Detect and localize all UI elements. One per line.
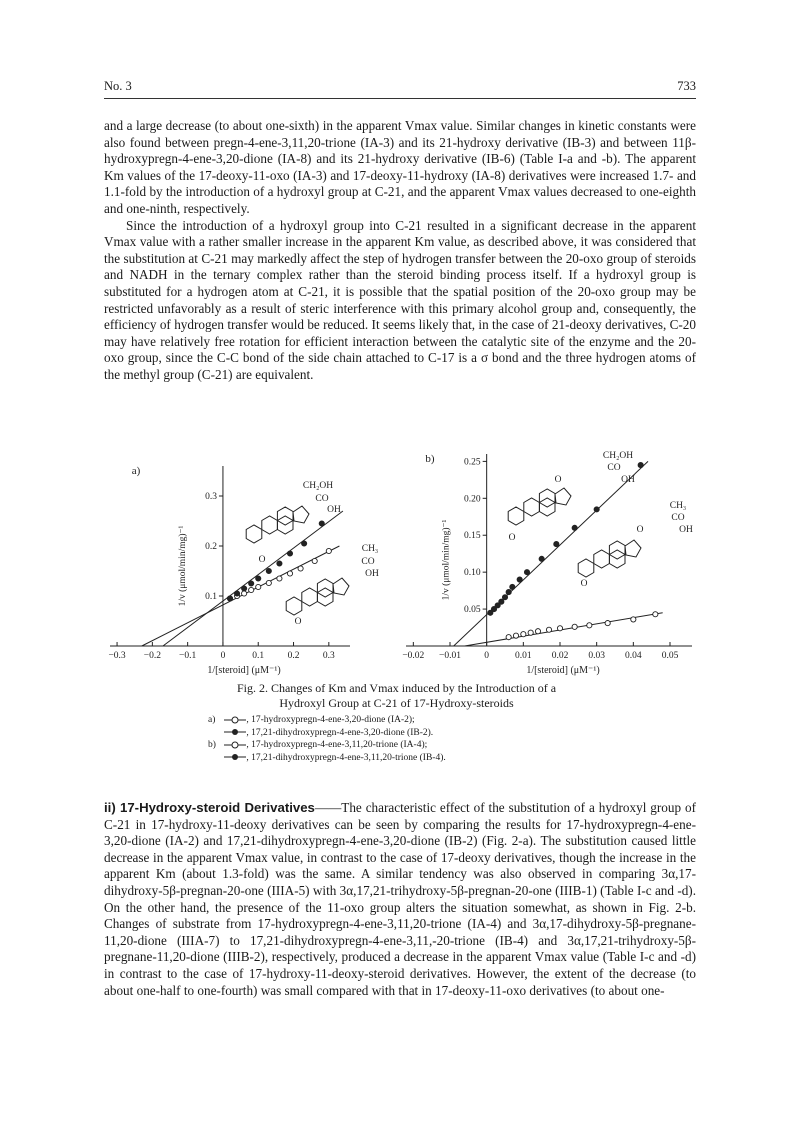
data-point-IB-4 xyxy=(517,577,522,582)
section-ii xyxy=(104,800,696,999)
structure-label: CH₃ xyxy=(669,501,687,511)
structure-label: O xyxy=(294,617,302,627)
data-point-IA-2 xyxy=(326,548,331,553)
data-point-IB-4 xyxy=(554,541,559,546)
y-axis-label: 1/v (μmol/min/mg)⁻¹ xyxy=(177,525,188,607)
x-tick-label: 0 xyxy=(484,651,490,661)
x-tick-label: −0.3 xyxy=(108,651,126,661)
ring xyxy=(508,507,524,525)
data-point-IA-4 xyxy=(521,632,526,637)
x-tick-label: 0.2 xyxy=(287,651,300,661)
paragraph-1: and a large decrease (to about one-sixth) in the apparent Vmax value. Similar changes in kinetic constants were also found between pregn-4-ene-3,11,20-trione (IA-3) and its 21-hydroxy derivative (IB-3) and between 11β-hydroxypregn-4-ene-3,20-dione (IA-8) and its 21-hydroxy derivative (IB-6) (Table I-a and -b). The apparent Km values of the 17-deoxy-11-oxo (IA-3) and 17-deoxy-11-hydroxy (IA-8) derivatives were increased 1.7- and 1.1-fold by the introduction of a hydroxyl group at C-21, and the apparent Vmax values decreased to one-eighth and one-ninth, respectively. xyxy=(104,118,696,216)
open-circle-marker-icon xyxy=(224,740,246,750)
x-tick-label: 0 xyxy=(220,651,226,661)
structure-label: CH₂OH xyxy=(602,451,634,461)
ring xyxy=(246,525,262,543)
data-point-IB-4 xyxy=(638,462,643,467)
structure-label: O xyxy=(580,579,588,589)
data-point-IB-2 xyxy=(302,541,307,546)
structure-label: OH xyxy=(327,505,341,515)
data-point-IB-2 xyxy=(287,551,292,556)
data-point-IB-4 xyxy=(539,556,544,561)
caption-line-1: Fig. 2. Changes of Km and Vmax induced by the Introduction of a xyxy=(236,681,557,695)
data-point-IB-2 xyxy=(227,596,232,601)
data-point-IA-4 xyxy=(557,626,562,631)
legend-text: 17-hydroxypregn-4-ene-3,20-dione (IA-2); xyxy=(251,715,415,725)
y-tick-label: 0.3 xyxy=(205,492,217,502)
legend-text: 17,21-dihydroxypregn-4-ene-3,11,20-trione (IB-4). xyxy=(251,752,446,763)
data-point-IA-4 xyxy=(587,623,592,628)
y-tick-label: 0.1 xyxy=(205,592,217,602)
ring xyxy=(524,498,540,516)
y-tick-label: 0.20 xyxy=(464,494,481,505)
data-point-IA-4 xyxy=(653,612,658,617)
structure-label: O xyxy=(508,533,516,543)
ring xyxy=(625,540,641,557)
journal-issue-number: No. 3 xyxy=(104,79,132,93)
structure-label: CO xyxy=(607,463,621,473)
y-tick-label: 0.05 xyxy=(464,605,481,616)
fit-line-IB-2 xyxy=(163,511,343,646)
ring xyxy=(286,597,302,615)
running-header xyxy=(104,76,696,99)
x-tick-label: −0.01 xyxy=(439,651,461,661)
section-text: ——The characteristic effect of the substitution of a hydroxyl group of C-21 in 17-hydroxy-11-deoxy derivatives can be seen by comparing the results for 17-hydroxypregn-4-ene-3,20-dione (IA-2) and 17,21-dihydroxypregn-4-ene-3,20-dione (IB-2) (Fig. 2-a). The substitution caused little decrease in the apparent Vmax value, in contrast to the case of 17-deoxy derivatives, though the increase in the apparent Km (about 1.3-fold) was the same. A similar tendency was also observed in comparing 3α,17-dihydroxy-5β-pregnan-20-one (IIIA-5) with 3α,17,21-trihydroxy-5β-pregnan-20-one (IIIB-1) (Table I-c and -d). On the other hand, the presence of the 11-oxo group alters the situation somewhat, as shown in Fig. 2-b. Changes of substrate from 17-hydroxypregn-4-ene-3,11,20-trione (IA-4) and 3α,17-dihydroxy-5β-pregnane-11,20-dione (IIIA-7) to 17,21-dihydroxypregn-4-ene-3,11,-20-trione (IB-4) and 3α,17,21-trihydroxy-5β-pregnane-11,20-dione (IIIB-2), respectively, produced a decrease in the apparent Vmax value (Table I-c and -d) in contrast to the case of 17-hydroxy-11-deoxy-steroid derivatives. However, the extent of the decrease (to about one-half to one-fourth) was small compared with that in 17-deoxy-11-oxo derivatives (to about one- xyxy=(104,800,696,998)
ring xyxy=(262,516,278,534)
legend-text: 17-hydroxypregn-4-ene-3,11,20-trione (IA-4); xyxy=(251,740,428,750)
data-point-IB-2 xyxy=(242,586,247,591)
ring xyxy=(302,588,318,606)
structure-label: OH xyxy=(621,475,635,485)
data-point-IB-2 xyxy=(266,568,271,573)
data-point-IB-4 xyxy=(594,507,599,512)
fit-line-IA-2 xyxy=(142,546,340,646)
legend-row: a) , 17-hydroxypregn-4-ene-3,20-dione (IA-2); xyxy=(208,715,415,725)
x-tick-label: 0.01 xyxy=(515,651,532,661)
y-tick-label: 0.10 xyxy=(464,568,481,579)
structure-label: OH xyxy=(679,525,693,535)
figure-2 xyxy=(88,446,708,678)
x-tick-label: 0.02 xyxy=(551,651,569,661)
x-axis-label: 1/[steroid] (μM⁻¹) xyxy=(207,665,281,676)
data-point-IB-4 xyxy=(524,570,529,575)
data-point-IA-2 xyxy=(277,576,282,581)
data-point-IB-2 xyxy=(256,576,261,581)
x-tick-label: −0.2 xyxy=(143,651,161,661)
data-point-IB-4 xyxy=(502,595,507,600)
figure-caption xyxy=(0,681,793,710)
caption-line-2: Hydroxyl Group at C-21 of 17-Hydroxy-steroids xyxy=(279,695,514,710)
legend-tag: a) xyxy=(208,715,216,725)
legend-row: b) , 17-hydroxypregn-4-ene-3,11,20-trione (IA-4); xyxy=(208,740,428,750)
open-circle-marker-icon xyxy=(224,715,246,725)
data-point-IA-4 xyxy=(513,633,518,638)
data-point-IB-4 xyxy=(572,525,577,530)
structure-label: O xyxy=(258,555,266,565)
data-point-IA-4 xyxy=(535,629,540,634)
legend-row: , 17,21-dihydroxypregn-4-ene-3,11,20-trione (IB-4). xyxy=(208,752,446,765)
y-tick-label: 0.2 xyxy=(205,542,217,552)
structure-label: O xyxy=(554,475,562,485)
ring xyxy=(594,550,610,568)
data-point-IA-4 xyxy=(572,624,577,629)
structure-label: CO xyxy=(671,513,685,523)
x-tick-label: 0.1 xyxy=(252,651,265,661)
panel-label: b) xyxy=(425,453,435,465)
y-tick-label: 0.25 xyxy=(464,457,481,468)
ring xyxy=(578,559,594,577)
figure-legend xyxy=(208,714,446,764)
data-point-IA-2 xyxy=(266,580,271,585)
data-point-IA-4 xyxy=(631,617,636,622)
steroid-structure xyxy=(246,506,309,543)
data-point-IB-4 xyxy=(510,584,515,589)
x-tick-label: −0.1 xyxy=(179,651,197,661)
x-tick-label: 0.04 xyxy=(625,651,642,661)
legend-tag: b) xyxy=(208,740,216,750)
steroid-structure xyxy=(508,488,571,525)
ring xyxy=(555,488,571,505)
page-number: 733 xyxy=(677,79,696,93)
data-point-IB-2 xyxy=(277,561,282,566)
structure-label: CO xyxy=(361,557,375,567)
data-point-IA-4 xyxy=(506,635,511,640)
structure-label: O xyxy=(636,525,644,535)
filled-circle-marker-icon xyxy=(224,727,246,737)
data-point-IB-4 xyxy=(506,589,511,594)
x-tick-label: −0.02 xyxy=(402,651,425,661)
data-point-IA-4 xyxy=(546,627,551,632)
data-point-IA-2 xyxy=(287,571,292,576)
legend-text: 17,21-dihydroxypregn-4-ene-3,20-dione (IB-2). xyxy=(251,727,434,738)
data-point-IB-2 xyxy=(234,591,239,596)
ring xyxy=(293,506,309,523)
data-point-IB-2 xyxy=(249,581,254,586)
x-tick-label: 0.05 xyxy=(661,651,679,661)
ring xyxy=(333,578,349,595)
data-point-IA-4 xyxy=(605,621,610,626)
data-point-IA-2 xyxy=(298,566,303,571)
y-axis-label: 1/v (μmol/min/mg)⁻¹ xyxy=(441,519,452,601)
data-point-IA-2 xyxy=(249,587,254,592)
steroid-structure xyxy=(286,578,349,615)
data-point-IB-2 xyxy=(319,521,324,526)
data-point-IA-2 xyxy=(312,558,317,563)
y-tick-label: 0.15 xyxy=(464,531,481,542)
x-axis-label: 1/[steroid] (μM⁻¹) xyxy=(526,665,600,676)
section-heading: ii) 17-Hydroxy-steroid Derivatives xyxy=(104,800,315,815)
x-tick-label: 0.3 xyxy=(322,651,335,661)
legend-row: , 17,21-dihydroxypregn-4-ene-3,20-dione (IB-2). xyxy=(208,727,446,740)
structure-label: CH₂OH xyxy=(302,481,334,491)
steroid-structure xyxy=(578,540,641,577)
data-point-IB-4 xyxy=(499,599,504,604)
panel-label: a) xyxy=(131,465,141,477)
figure-2-chart xyxy=(88,446,708,678)
structure-label: OH xyxy=(365,569,379,579)
x-tick-label: 0.03 xyxy=(588,651,605,661)
data-point-IA-2 xyxy=(256,584,261,589)
data-point-IA-2 xyxy=(242,591,247,596)
body-text-top xyxy=(104,118,696,384)
filled-circle-marker-icon xyxy=(224,752,246,762)
structure-label: CH₃ xyxy=(361,544,379,554)
paragraph-2: Since the introduction of a hydroxyl group into C-21 resulted in a significant decrease in the apparent Vmax value with a rather smaller increase in the apparent Km value, as described above, it was considered that the substitution at C-21 may markedly affect the step of hydrogen transfer between the 20-oxo group of steroids and NADH in the ternary complex rather than the steroid binding process itself. If a hydroxyl group is substituted for a hydrogen atom at C-21, it is possible that the spatial position of the 20-oxo group may be restricted unfavorably as a result of steric interference with this primary alcohol group and, consequently, the efficiency of hydrogen transfer would be reduced. It seems likely that, in the case of 21-deoxy derivatives, C-20 may have relatively free rotation for efficient interaction between the catalytic site of the enzyme and the 20-oxo group, since the C-C bond of the side chain attached to C-17 is a σ bond and the three hydrogen atoms of the methyl group (C-21) are equivalent. xyxy=(104,217,696,382)
data-point-IA-4 xyxy=(528,630,533,635)
fit-line-IB-4 xyxy=(454,461,648,646)
structure-label: CO xyxy=(315,494,329,504)
